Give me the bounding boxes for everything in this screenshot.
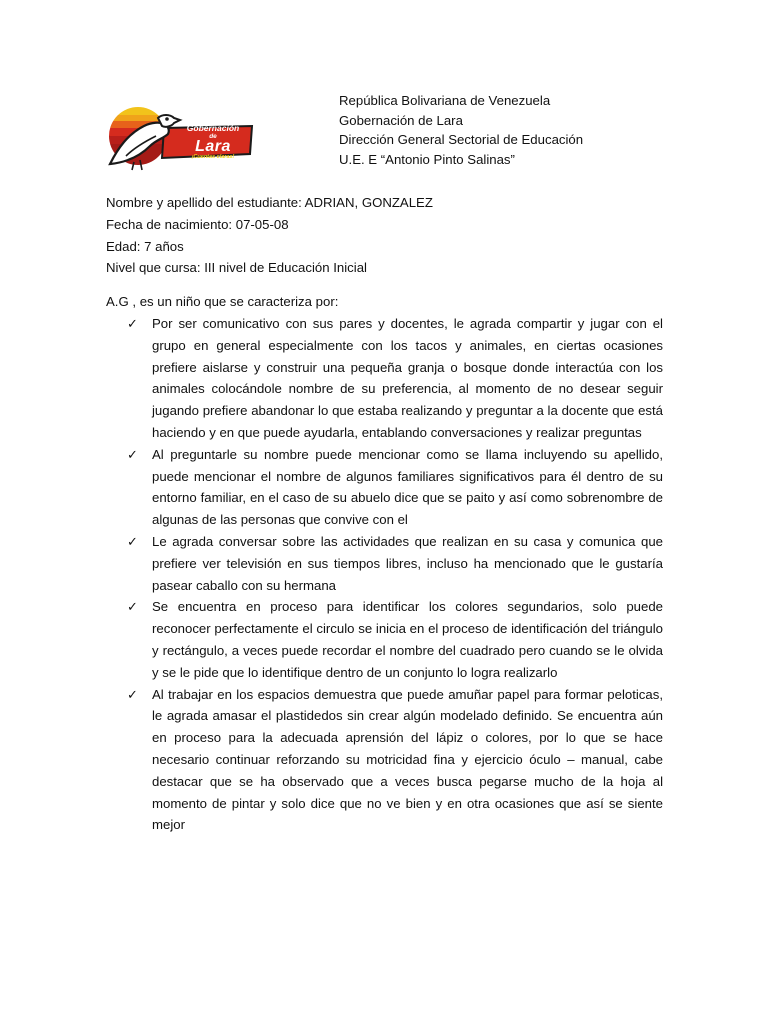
list-item [127, 531, 663, 596]
logo-wordmark [174, 124, 252, 161]
student-info [106, 192, 433, 279]
list-item-text: Se encuentra en proceso para identificar los colores segundarios, solo puede reconocer perfectamente el circulo se inicia en el proceso de identificación del triángulo y rectángulo, a veces puede recordar el nombre del cuadrado pero cuando se le olvida y se le pide que lo identifique dentro de un conjunto lo logra realizarlo [152, 599, 663, 680]
check-icon: ✓ [127, 686, 138, 702]
student-level: Nivel que cursa: III nivel de Educación Inicial [106, 260, 367, 276]
header-line-direction: Dirección General Sectorial de Educación [339, 132, 584, 147]
observation-list [127, 313, 663, 836]
gobernacion-lara-logo [104, 104, 254, 172]
institution-header [339, 91, 583, 169]
check-icon: ✓ [127, 599, 138, 615]
header-line-government: Gobernación de Lara [339, 112, 463, 128]
list-item-text: Le agrada conversar sobre las actividades que realizan en su casa y comunica que prefiere ver televisión en sus tiempos libres, incluso ha mencionado que le gustaría pasear caballo con su hermana [152, 533, 663, 593]
list-item [127, 444, 663, 531]
list-item [127, 596, 663, 683]
student-age: Edad: 7 años [106, 238, 184, 254]
student-birthdate: Fecha de nacimiento: 07-05-08 [106, 216, 289, 232]
list-item-text: Al trabajar en los espacios demuestra que puede amuñar papel para formar peloticas, le agrada amasar el plastidedos sin crear algún modelado definido. Se encuentra aún en proceso para la adecuada aprensión del lápiz o colores, por lo que se hace necesario continuar reforzando su motricidad fina y ejercicio óculo – manual, cabe destacar que se ha observado que a veces busca pegarse mucho de la hoja al momento de pintar y solo dice que no ve bien y en otra ocasiones que así se siente mejor [152, 686, 663, 833]
logo-line-2: de [209, 132, 217, 140]
student-name: Nombre y apellido del estudiante: ADRIAN, GONZALEZ [106, 195, 433, 210]
list-item-text: Al preguntarle su nombre puede mencionar como se llama incluyendo su apellido, puede mencionar el nombre de algunos familiares significativos para él dentro de su entorno familiar, en el caso de su abuelo dice que se paito y así como sobrenombre de algunas de las personas que convive con el [152, 446, 663, 528]
check-icon: ✓ [127, 533, 138, 549]
list-item [127, 684, 663, 837]
header-line-school: U.E. E “Antonio Pinto Salinas” [339, 151, 515, 167]
header-line-country: República Bolivariana de Venezuela [339, 93, 551, 108]
list-item [127, 313, 663, 444]
check-icon: ✓ [127, 316, 138, 331]
logo-line-1: Gobernación [186, 123, 240, 133]
list-item-text: Por ser comunicativo con sus pares y docentes, le agrada compartir y jugar con el grupo en general especialmente con los tacos y animales, en ciertas ocasiones prefiere aislarse y construir una pequeña granja o bosque donde interactúa con los animales colocándole nombre de su preferencia, al momento de no desear seguir jugando prefiere abandonar lo que estaba realizando y preguntar a la docente que está haciendo y en que puede ayudarla, entablando conversaciones y realizar preguntas [152, 316, 663, 440]
logo-slogan: ¡Cuentas claras! [191, 154, 235, 160]
check-icon: ✓ [127, 446, 138, 462]
logo-line-3: Lara [195, 138, 231, 155]
intro-sentence: A.G , es un niño que se caracteriza por: [106, 294, 339, 309]
